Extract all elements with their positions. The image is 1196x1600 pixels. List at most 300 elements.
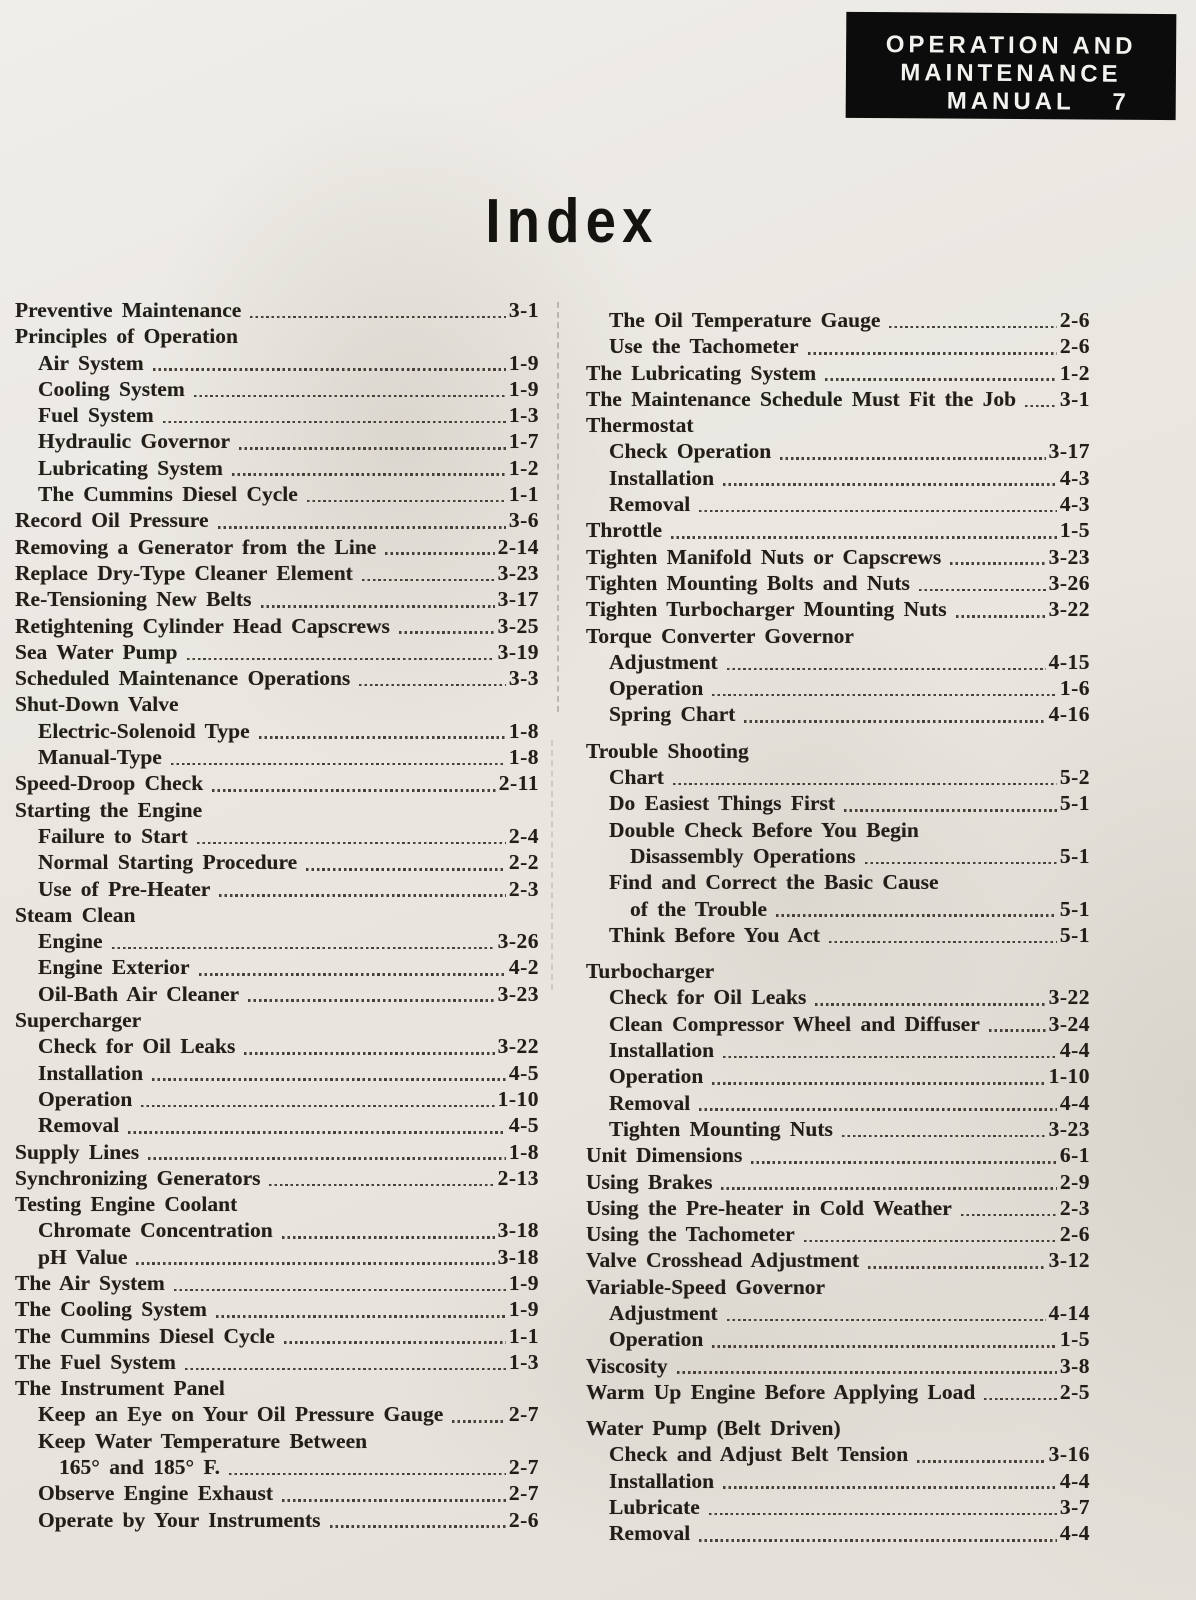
dotted-leader	[259, 736, 506, 739]
dotted-leader	[307, 500, 506, 503]
index-entry	[586, 1064, 1090, 1090]
dotted-leader	[199, 973, 506, 976]
index-entry-label: Oil-Bath Air Cleaner	[38, 981, 240, 1006]
index-entry-page: 5-1	[1059, 922, 1090, 947]
index-entry-label: The Lubricating System	[586, 360, 817, 385]
dotted-leader	[865, 862, 1057, 865]
index-entry-label: Clean Compressor Wheel and Diffuser	[609, 1011, 980, 1036]
index-entry-page: 3-23	[1048, 1116, 1090, 1141]
dotted-leader	[829, 941, 1057, 944]
dotted-leader	[232, 473, 506, 476]
index-entry	[15, 1245, 539, 1271]
index-entry	[15, 456, 539, 482]
index-entry-page: 4-3	[1059, 492, 1090, 517]
dotted-leader	[723, 483, 1057, 486]
index-entry	[15, 1376, 539, 1402]
index-entry-label: Tighten Mounting Nuts	[609, 1116, 833, 1141]
index-entry-label: Check and Adjust Belt Tension	[609, 1442, 909, 1467]
index-entry	[15, 1508, 539, 1534]
dotted-leader	[825, 378, 1057, 381]
index-entry-label: Fuel System	[38, 403, 154, 428]
index-entry	[15, 719, 539, 745]
index-entry	[586, 387, 1090, 413]
index-entry-label: Removal	[38, 1113, 120, 1138]
index-entry-label: Testing Engine Coolant	[15, 1192, 238, 1217]
header-manual-label: MANUAL	[946, 87, 1075, 116]
index-entry	[15, 1481, 539, 1507]
dotted-leader	[452, 1420, 506, 1423]
dotted-leader	[112, 947, 495, 950]
dotted-leader	[362, 579, 495, 582]
index-entry	[15, 692, 539, 718]
index-entry	[15, 1297, 539, 1323]
index-entry-page: 3-17	[1048, 439, 1090, 464]
index-entry	[586, 1222, 1090, 1248]
dotted-leader	[250, 316, 506, 319]
index-entry-page: 1-2	[1059, 360, 1090, 385]
dotted-leader	[727, 1319, 1046, 1322]
index-entry	[15, 1350, 539, 1376]
dotted-leader	[153, 368, 506, 371]
index-entry-page: 5-1	[1059, 843, 1090, 868]
index-entry-page: 1-8	[508, 718, 539, 743]
dotted-leader	[218, 526, 506, 529]
index-entry-page: 1-8	[508, 745, 539, 770]
index-entry-label: Check for Oil Leaks	[38, 1034, 236, 1059]
index-entry	[15, 535, 539, 561]
index-entry-label: Steam Clean	[15, 902, 136, 927]
index-entry	[586, 308, 1090, 334]
dotted-leader	[989, 1029, 1046, 1032]
index-entry	[15, 429, 539, 455]
dotted-leader	[219, 894, 505, 897]
index-entry	[15, 1166, 539, 1192]
dotted-leader	[868, 1266, 1045, 1269]
index-entry-label: Tighten Mounting Bolts and Nuts	[586, 570, 910, 595]
index-entry	[586, 439, 1090, 465]
index-entry	[586, 1469, 1090, 1495]
index-entry-page: 1-9	[508, 1270, 539, 1295]
index-entry	[15, 351, 539, 377]
index-entry-label: Normal Starting Procedure	[38, 850, 298, 875]
dotted-leader	[712, 694, 1056, 697]
index-entry-page: 3-17	[497, 587, 539, 612]
index-entry	[15, 1034, 539, 1060]
dotted-leader	[709, 1513, 1057, 1516]
dotted-leader	[919, 589, 1046, 592]
dotted-leader	[956, 615, 1046, 618]
index-entry-page: 3-22	[1048, 597, 1090, 622]
index-entry-label: Operation	[609, 1064, 704, 1089]
manual-header-badge	[846, 12, 1177, 120]
index-entry	[15, 1192, 539, 1218]
index-entry	[15, 929, 539, 955]
index-entry-label: Water Pump (Belt Driven)	[586, 1416, 841, 1441]
dotted-leader	[677, 1371, 1057, 1374]
index-entry-label: Removing a Generator from the Line	[15, 534, 377, 559]
dotted-leader	[1025, 405, 1057, 408]
index-entry-page: 1-5	[1059, 518, 1090, 543]
index-entry	[15, 298, 539, 324]
index-entry-page: 3-12	[1048, 1248, 1090, 1273]
index-entry-page: 5-1	[1059, 896, 1090, 921]
index-entry-label: Installation	[38, 1060, 144, 1085]
index-entry-label: Tighten Turbocharger Mounting Nuts	[586, 597, 947, 622]
dotted-leader	[239, 447, 506, 450]
index-entry-label: Shut-Down Valve	[15, 692, 179, 717]
index-entry-page: 2-7	[508, 1481, 539, 1506]
dotted-leader	[148, 1157, 506, 1160]
index-entry-label: Engine	[38, 929, 103, 954]
index-entry-label: Turbocharger	[586, 959, 715, 984]
index-entry-page: 1-6	[1059, 676, 1090, 701]
dotted-leader	[721, 1187, 1056, 1190]
index-entry-page: 1-10	[497, 1086, 539, 1111]
dotted-leader	[269, 1184, 494, 1187]
index-entry	[15, 1324, 539, 1350]
dotted-leader	[284, 1341, 506, 1344]
index-entry-page: 2-2	[508, 850, 539, 875]
index-entry-label: Using the Tachometer	[586, 1222, 795, 1247]
index-entry-label: Thermostat	[586, 413, 694, 438]
index-entry-label: Electric-Solenoid Type	[38, 718, 250, 743]
index-entry	[586, 597, 1090, 623]
dotted-leader	[128, 1131, 506, 1134]
index-entry-page: 1-2	[508, 455, 539, 480]
index-entry-label: The Cooling System	[15, 1297, 207, 1322]
index-entry	[15, 903, 539, 929]
dotted-leader	[842, 1135, 1046, 1138]
index-entry-label: Supercharger	[15, 1008, 142, 1033]
index-entry	[15, 798, 539, 824]
index-entry-page: 3-26	[1048, 570, 1090, 595]
index-entry	[586, 334, 1090, 360]
index-entry	[15, 1140, 539, 1166]
dotted-leader	[889, 326, 1056, 329]
index-entry-label: Engine Exterior	[38, 955, 190, 980]
dotted-leader	[306, 868, 506, 871]
dotted-leader	[194, 395, 506, 398]
dotted-leader	[174, 1289, 506, 1292]
index-entry	[15, 482, 539, 508]
dotted-leader	[185, 1368, 506, 1371]
index-entry-page: 2-6	[1059, 308, 1090, 332]
index-entry-label: Torque Converter Governor	[586, 623, 854, 648]
dotted-leader	[699, 1108, 1057, 1111]
dotted-leader	[723, 1486, 1057, 1489]
index-entry-label: The Cummins Diesel Cycle	[38, 482, 298, 507]
header-line2: MAINTENANCE	[900, 59, 1122, 88]
index-entry-label: Synchronizing Generators	[15, 1165, 261, 1190]
index-entry-label: Removal	[609, 492, 691, 517]
index-entry-page: 1-9	[508, 1297, 539, 1322]
index-entry-label: Check Operation	[609, 439, 772, 464]
index-entry	[586, 844, 1090, 870]
index-entry-page: 3-19	[497, 639, 539, 664]
index-entry	[15, 1218, 539, 1244]
index-entry-page: 2-6	[508, 1507, 539, 1532]
index-entry-label: Operation	[609, 1327, 704, 1352]
index-entry	[586, 1091, 1090, 1117]
dotted-leader	[815, 1003, 1045, 1006]
index-entry-page: 4-15	[1048, 649, 1090, 674]
index-entry-label: Double Check Before You Begin	[609, 817, 919, 842]
page-title: Index	[485, 187, 659, 256]
index-entry-label: Speed-Droop Check	[15, 771, 204, 796]
index-entry	[586, 413, 1090, 439]
index-entry-page: 1-7	[508, 429, 539, 454]
index-entry-label: Sea Water Pump	[15, 639, 178, 664]
index-entry-page: 4-4	[1059, 1038, 1090, 1063]
index-entry-page: 3-8	[1059, 1353, 1090, 1378]
index-entry-label: Check for Oil Leaks	[609, 985, 807, 1010]
index-entry-page: 4-5	[508, 1060, 539, 1085]
index-entry-label: Adjustment	[609, 1300, 718, 1325]
index-entry-page: 3-3	[508, 666, 539, 691]
index-entry-label: Trouble Shooting	[586, 738, 749, 763]
index-entry	[586, 1275, 1090, 1301]
dotted-leader	[712, 1082, 1045, 1085]
header-line3	[846, 87, 1176, 117]
index-entry-label: The Cummins Diesel Cycle	[15, 1323, 275, 1348]
index-entry-page: 2-3	[508, 876, 539, 901]
index-entry-page: 3-22	[1048, 985, 1090, 1010]
index-entry-label: Using Brakes	[586, 1169, 713, 1194]
index-entry-page: 2-13	[497, 1165, 539, 1190]
index-entry	[586, 1327, 1090, 1353]
dotted-leader	[330, 1525, 506, 1528]
index-entry	[586, 1495, 1090, 1521]
index-entry	[15, 771, 539, 797]
index-entry-page: 3-1	[1059, 386, 1090, 411]
index-entry-page: 2-5	[1059, 1379, 1090, 1404]
index-entry-page: 4-5	[508, 1113, 539, 1138]
index-entry	[586, 518, 1090, 544]
dotted-leader	[751, 1161, 1057, 1164]
index-entry-page: 1-10	[1048, 1064, 1090, 1089]
index-entry-label: Spring Chart	[609, 702, 736, 727]
index-entry	[15, 324, 539, 350]
index-entry	[15, 587, 539, 613]
index-entry	[586, 492, 1090, 518]
index-entry	[586, 1196, 1090, 1222]
index-entry-label: 165° and 185° F.	[59, 1455, 221, 1480]
index-entry-label: of the Trouble	[630, 896, 768, 921]
index-entry-label: The Air System	[15, 1270, 165, 1295]
index-entry-label: Removal	[609, 1090, 691, 1115]
index-entry-page: 3-16	[1048, 1442, 1090, 1467]
index-entry-label: Chromate Concentration	[38, 1218, 273, 1243]
index-entry	[586, 650, 1090, 676]
index-entry-page: 5-1	[1059, 791, 1090, 816]
dotted-leader	[385, 552, 494, 555]
index-entry-page: 3-6	[508, 508, 539, 533]
index-entry	[586, 1521, 1090, 1547]
index-entry-page: 2-3	[1059, 1195, 1090, 1220]
dotted-leader	[216, 1315, 506, 1318]
index-entry-label: Variable-Speed Governor	[586, 1274, 826, 1299]
dotted-leader	[961, 1214, 1057, 1217]
index-entry	[586, 1038, 1090, 1064]
index-entry	[586, 959, 1090, 985]
dotted-leader	[399, 631, 495, 634]
index-entry	[586, 923, 1090, 949]
index-entry-page: 3-1	[508, 298, 539, 322]
index-entry-label: Lubricating System	[38, 455, 223, 480]
index-entry-label: Tighten Manifold Nuts or Capscrews	[586, 544, 942, 569]
index-entry-label: Valve Crosshead Adjustment	[586, 1248, 860, 1273]
dotted-leader	[723, 1056, 1057, 1059]
index-entry	[15, 403, 539, 429]
index-entry-label: Use the Tachometer	[609, 334, 799, 359]
dotted-leader	[282, 1236, 495, 1239]
index-entry	[15, 850, 539, 876]
index-entry-page: 4-4	[1059, 1090, 1090, 1115]
index-entry	[586, 1354, 1090, 1380]
index-entry	[15, 614, 539, 640]
dotted-leader	[359, 684, 506, 687]
index-entry	[15, 1402, 539, 1428]
index-entry-page: 3-23	[1048, 544, 1090, 569]
index-entry	[15, 666, 539, 692]
index-entry	[15, 1061, 539, 1087]
index-entry-label: Preventive Maintenance	[15, 298, 242, 322]
index-entry-label: Replace Dry-Type Cleaner Element	[15, 560, 353, 585]
index-entry-label: Viscosity	[586, 1353, 668, 1378]
index-entry	[586, 1442, 1090, 1468]
index-entry-page: 4-3	[1059, 465, 1090, 490]
index-entry-label: The Fuel System	[15, 1349, 176, 1374]
index-entry	[586, 702, 1090, 728]
page-number: 7	[1112, 88, 1130, 116]
index-entry-page: 3-26	[497, 929, 539, 954]
index-entry-page: 3-23	[497, 981, 539, 1006]
index-entry-page: 1-9	[508, 376, 539, 401]
index-column-left	[15, 298, 539, 1548]
index-entry-label: Do Easiest Things First	[609, 791, 836, 816]
index-entry-page: 3-24	[1048, 1011, 1090, 1036]
index-entry-label: Installation	[609, 465, 715, 490]
index-entry-label: Operation	[38, 1086, 133, 1111]
dotted-leader	[808, 352, 1057, 355]
index-entry	[586, 870, 1090, 896]
index-entry-label: Adjustment	[609, 649, 718, 674]
index-entry-page: 5-2	[1059, 765, 1090, 790]
index-entry	[15, 745, 539, 771]
index-entry-page: 2-4	[508, 823, 539, 848]
index-entry-page: 2-7	[508, 1402, 539, 1427]
index-entry-label: Throttle	[586, 518, 663, 543]
index-entry-label: Chart	[609, 765, 664, 790]
index-entry-label: Operation	[609, 676, 704, 701]
index-entry	[586, 545, 1090, 571]
index-entry	[15, 1429, 539, 1455]
index-entry-label: Find and Correct the Basic Cause	[609, 870, 939, 895]
dotted-leader	[984, 1398, 1056, 1401]
dotted-leader	[804, 1240, 1057, 1243]
dotted-leader	[727, 668, 1046, 671]
index-entry	[586, 1301, 1090, 1327]
index-entry-label: Removal	[609, 1521, 691, 1546]
index-entry	[586, 791, 1090, 817]
index-entry-page: 6-1	[1059, 1143, 1090, 1168]
index-entry-label: Principles of Operation	[15, 324, 238, 349]
index-entry	[586, 1380, 1090, 1406]
index-entry-page: 3-25	[497, 613, 539, 638]
dotted-leader	[229, 1473, 506, 1476]
dotted-leader	[950, 562, 1045, 565]
dotted-leader	[699, 510, 1057, 513]
index-entry-label: Cooling System	[38, 376, 185, 401]
dotted-leader	[282, 1499, 506, 1502]
index-entry	[15, 982, 539, 1008]
index-entry-label: Re-Tensioning New Belts	[15, 587, 252, 612]
index-entry	[586, 624, 1090, 650]
index-columns	[15, 298, 1090, 1548]
index-entry-label: Air System	[38, 350, 144, 375]
index-entry	[586, 1012, 1090, 1038]
index-entry	[15, 508, 539, 534]
index-entry-label: Keep Water Temperature Between	[38, 1428, 368, 1453]
dotted-leader	[844, 809, 1057, 812]
index-entry-label: Scheduled Maintenance Operations	[15, 666, 351, 691]
index-entry-label: Using the Pre-heater in Cold Weather	[586, 1195, 952, 1220]
index-entry-label: Disassembly Operations	[630, 843, 856, 868]
dotted-leader	[141, 1105, 494, 1108]
index-entry	[586, 985, 1090, 1011]
dotted-leader	[136, 1262, 494, 1265]
dotted-leader	[212, 789, 496, 792]
index-entry	[586, 1143, 1090, 1169]
index-entry	[15, 1008, 539, 1034]
index-entry-page: 4-4	[1059, 1468, 1090, 1493]
index-entry	[586, 765, 1090, 791]
index-entry-page: 1-3	[508, 1349, 539, 1374]
index-entry-page: 1-9	[508, 350, 539, 375]
index-entry-label: The Maintenance Schedule Must Fit the Job	[586, 386, 1017, 411]
index-entry	[586, 361, 1090, 387]
index-entry	[586, 676, 1090, 702]
index-entry	[586, 571, 1090, 597]
dotted-leader	[712, 1345, 1056, 1348]
index-entry-page: 2-11	[498, 771, 539, 796]
index-entry-label: Installation	[609, 1468, 715, 1493]
index-entry-page: 4-2	[508, 955, 539, 980]
index-entry	[586, 466, 1090, 492]
index-entry-page: 1-3	[508, 403, 539, 428]
index-entry	[15, 1113, 539, 1139]
index-entry	[586, 739, 1090, 765]
index-entry-label: The Oil Temperature Gauge	[609, 308, 881, 332]
index-entry-page: 3-23	[497, 560, 539, 585]
index-entry-page: 1-1	[508, 1323, 539, 1348]
index-entry-page: 2-7	[508, 1455, 539, 1480]
header-line1: OPERATION AND	[885, 31, 1137, 60]
index-entry	[15, 824, 539, 850]
index-entry-label: Failure to Start	[38, 823, 188, 848]
index-entry	[15, 1087, 539, 1113]
index-entry-page: 1-8	[508, 1139, 539, 1164]
index-entry-page: 1-5	[1059, 1327, 1090, 1352]
index-entry	[15, 377, 539, 403]
index-entry-page: 3-18	[497, 1218, 539, 1243]
index-entry	[15, 1271, 539, 1297]
index-entry	[586, 1117, 1090, 1143]
index-entry-label: Lubricate	[609, 1495, 700, 1520]
index-entry	[15, 1455, 539, 1481]
index-entry-label: Operate by Your Instruments	[38, 1507, 321, 1532]
dotted-leader	[163, 421, 506, 424]
